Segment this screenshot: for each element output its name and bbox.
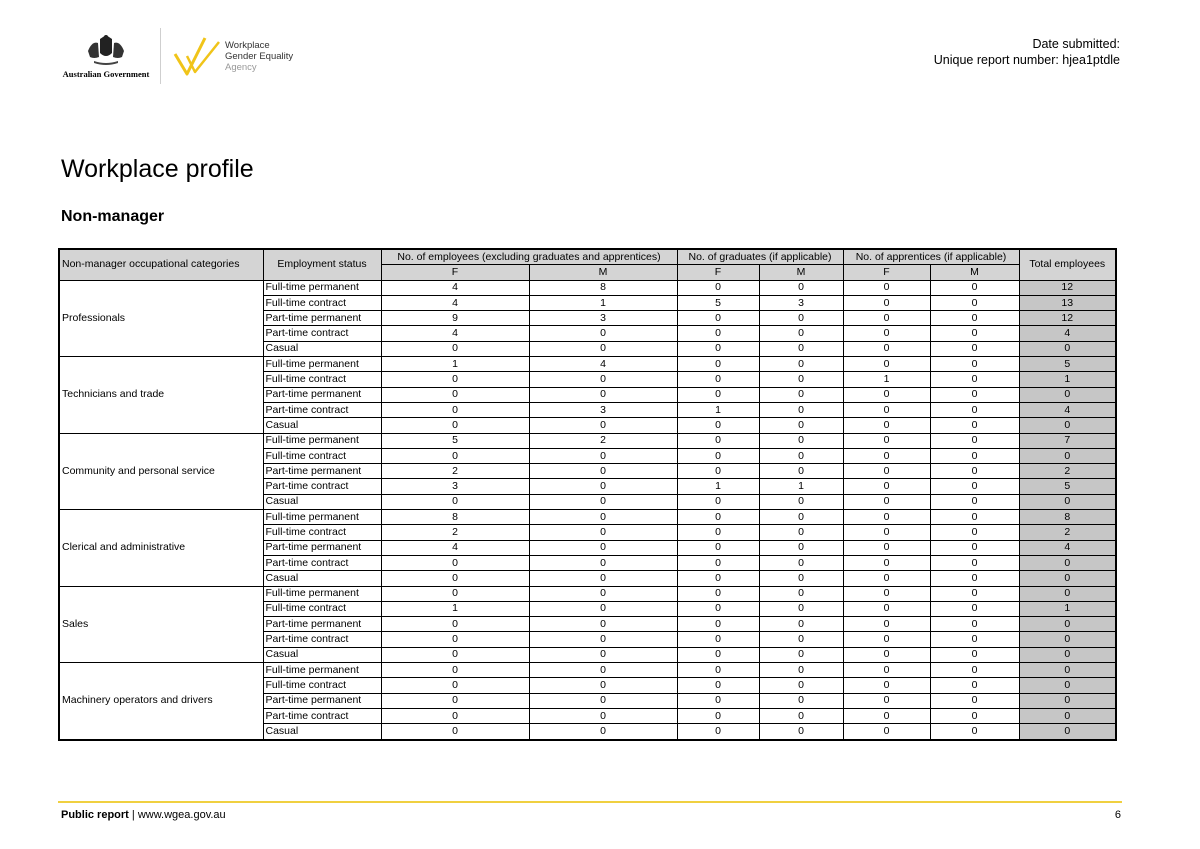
employment-status-cell: Full-time contract [263,295,381,310]
value-cell: 0 [677,311,759,326]
value-cell: 0 [930,372,1019,387]
value-cell: 0 [843,448,930,463]
value-cell: 0 [529,678,677,693]
value-cell: 0 [843,693,930,708]
total-cell: 0 [1019,647,1116,662]
value-cell: 0 [529,494,677,509]
value-cell: 0 [381,663,529,678]
value-cell: 0 [930,341,1019,356]
header-total-employees: Total employees [1019,249,1116,280]
value-cell: 0 [677,617,759,632]
value-cell: 0 [930,295,1019,310]
value-cell: 0 [529,510,677,525]
value-cell: 0 [843,540,930,555]
value-cell: 0 [381,617,529,632]
value-cell: 0 [843,663,930,678]
value-cell: 4 [381,295,529,310]
value-cell: 0 [843,418,930,433]
total-cell: 0 [1019,387,1116,402]
table-row [59,663,1116,678]
table-body [59,280,1116,739]
value-cell: 0 [529,540,677,555]
total-cell: 0 [1019,617,1116,632]
footer-separator: | [128,809,138,821]
value-cell: 0 [930,280,1019,295]
agency-name [225,40,293,73]
value-cell: 0 [759,586,843,601]
value-cell: 0 [759,617,843,632]
value-cell: 0 [930,418,1019,433]
value-cell: 0 [677,693,759,708]
subheader-apprentices-m: M [930,265,1019,280]
value-cell: 0 [930,724,1019,740]
employment-status-cell: Full-time permanent [263,510,381,525]
value-cell: 0 [529,555,677,570]
value-cell: 0 [930,663,1019,678]
subheader-employees-m: M [529,265,677,280]
employment-status-cell: Full-time contract [263,372,381,387]
wgea-tick-mark-icon [173,34,223,78]
total-cell: 5 [1019,479,1116,494]
category-cell: Machinery operators and drivers [59,663,263,740]
footer-public-report: Public report [61,809,129,821]
value-cell: 0 [759,540,843,555]
value-cell: 1 [529,295,677,310]
agency-name-line-3: Agency [225,61,257,73]
agency-name-line-1: Workplace [225,39,270,51]
value-cell: 0 [759,632,843,647]
value-cell: 0 [677,326,759,341]
value-cell: 0 [759,280,843,295]
value-cell: 1 [759,479,843,494]
value-cell: 0 [381,647,529,662]
value-cell: 5 [677,295,759,310]
value-cell: 3 [529,311,677,326]
value-cell: 0 [843,678,930,693]
value-cell: 0 [843,280,930,295]
value-cell: 0 [843,586,930,601]
total-cell: 0 [1019,693,1116,708]
value-cell: 0 [843,311,930,326]
value-cell: 0 [677,632,759,647]
value-cell: 0 [759,448,843,463]
value-cell: 0 [529,387,677,402]
value-cell: 0 [843,724,930,740]
value-cell: 0 [677,540,759,555]
value-cell: 0 [930,510,1019,525]
category-cell: Technicians and trade [59,357,263,433]
header-category: Non-manager occupational categories [59,249,263,280]
employment-status-cell: Full-time permanent [263,433,381,448]
value-cell: 0 [843,464,930,479]
employment-status-cell: Part-time contract [263,632,381,647]
value-cell: 0 [677,357,759,372]
value-cell: 0 [381,586,529,601]
value-cell: 4 [529,357,677,372]
table-row [59,510,1116,525]
value-cell: 0 [930,540,1019,555]
value-cell: 0 [381,678,529,693]
value-cell: 0 [529,448,677,463]
total-cell: 2 [1019,464,1116,479]
total-cell: 4 [1019,540,1116,555]
value-cell: 0 [677,433,759,448]
table-row [59,280,1116,295]
value-cell: 3 [381,479,529,494]
value-cell: 0 [843,479,930,494]
value-cell: 0 [677,555,759,570]
employment-status-cell: Part-time contract [263,479,381,494]
value-cell: 0 [381,341,529,356]
employment-status-cell: Part-time permanent [263,617,381,632]
value-cell: 4 [381,280,529,295]
value-cell: 0 [381,418,529,433]
wgea-logo [173,34,293,78]
value-cell: 1 [677,479,759,494]
report-number: Unique report number: hjea1ptdle [933,53,1120,67]
total-cell: 4 [1019,326,1116,341]
non-manager-table [58,248,1117,741]
value-cell: 0 [843,357,930,372]
value-cell: 0 [529,693,677,708]
value-cell: 0 [930,387,1019,402]
value-cell: 0 [529,663,677,678]
value-cell: 0 [843,555,930,570]
value-cell: 2 [381,464,529,479]
total-cell: 8 [1019,510,1116,525]
value-cell: 0 [677,663,759,678]
value-cell: 0 [930,617,1019,632]
employment-status-cell: Part-time contract [263,708,381,723]
total-cell: 0 [1019,494,1116,509]
total-cell: 7 [1019,433,1116,448]
value-cell: 0 [930,311,1019,326]
total-cell: 0 [1019,663,1116,678]
value-cell: 1 [381,357,529,372]
value-cell: 0 [759,693,843,708]
value-cell: 5 [381,433,529,448]
government-logo-text: Australian Government [62,69,150,79]
value-cell: 2 [381,525,529,540]
value-cell: 0 [759,372,843,387]
value-cell: 0 [759,494,843,509]
value-cell: 0 [843,571,930,586]
value-cell: 0 [381,387,529,402]
value-cell: 0 [529,617,677,632]
value-cell: 0 [677,510,759,525]
value-cell: 0 [677,464,759,479]
category-cell: Community and personal service [59,433,263,509]
employment-status-cell: Part-time permanent [263,464,381,479]
total-cell: 12 [1019,311,1116,326]
value-cell: 0 [759,433,843,448]
total-cell: 1 [1019,372,1116,387]
value-cell: 0 [759,387,843,402]
value-cell: 0 [930,326,1019,341]
header-apprentices-group: No. of apprentices (if applicable) [843,249,1019,265]
value-cell: 0 [529,632,677,647]
value-cell: 0 [843,601,930,616]
total-cell: 0 [1019,724,1116,740]
value-cell: 0 [843,510,930,525]
value-cell: 0 [759,357,843,372]
value-cell: 8 [529,280,677,295]
value-cell: 0 [381,402,529,417]
employment-status-cell: Full-time permanent [263,357,381,372]
employment-status-cell: Full-time permanent [263,586,381,601]
value-cell: 0 [930,693,1019,708]
value-cell: 0 [529,586,677,601]
value-cell: 0 [930,494,1019,509]
employment-status-cell: Full-time contract [263,678,381,693]
value-cell: 0 [677,571,759,586]
employment-status-cell: Part-time contract [263,555,381,570]
category-cell: Sales [59,586,263,662]
value-cell: 0 [843,402,930,417]
employment-status-cell: Casual [263,341,381,356]
value-cell: 0 [677,494,759,509]
value-cell: 0 [529,479,677,494]
value-cell: 0 [677,387,759,402]
total-cell: 1 [1019,601,1116,616]
value-cell: 0 [930,708,1019,723]
value-cell: 0 [759,525,843,540]
logo-divider [160,28,161,84]
value-cell: 0 [759,402,843,417]
subheader-employees-f: F [381,265,529,280]
category-cell: Clerical and administrative [59,510,263,586]
value-cell: 0 [677,448,759,463]
subheader-apprentices-f: F [843,265,930,280]
value-cell: 1 [677,402,759,417]
employment-status-cell: Full-time contract [263,601,381,616]
footer-label [61,809,226,821]
value-cell: 0 [677,708,759,723]
value-cell: 0 [677,341,759,356]
value-cell: 0 [381,724,529,740]
total-cell: 0 [1019,678,1116,693]
value-cell: 0 [677,647,759,662]
value-cell: 0 [677,724,759,740]
value-cell: 0 [759,601,843,616]
page-number: 6 [1114,809,1121,821]
value-cell: 0 [843,295,930,310]
employment-status-cell: Full-time contract [263,525,381,540]
value-cell: 0 [677,372,759,387]
value-cell: 0 [759,464,843,479]
value-cell: 0 [930,433,1019,448]
employment-status-cell: Part-time permanent [263,311,381,326]
value-cell: 0 [529,418,677,433]
employment-status-cell: Casual [263,418,381,433]
value-cell: 0 [759,311,843,326]
value-cell: 0 [529,724,677,740]
value-cell: 0 [843,433,930,448]
value-cell: 0 [529,525,677,540]
value-cell: 0 [677,525,759,540]
value-cell: 0 [677,418,759,433]
value-cell: 3 [759,295,843,310]
employment-status-cell: Part-time permanent [263,540,381,555]
value-cell: 0 [759,418,843,433]
value-cell: 0 [677,601,759,616]
value-cell: 0 [930,464,1019,479]
subheader-graduates-m: M [759,265,843,280]
employment-status-cell: Part-time permanent [263,387,381,402]
employment-status-cell: Part-time permanent [263,693,381,708]
value-cell: 0 [759,510,843,525]
value-cell: 0 [759,647,843,662]
total-cell: 0 [1019,571,1116,586]
value-cell: 0 [930,479,1019,494]
value-cell: 0 [930,357,1019,372]
value-cell: 0 [529,341,677,356]
section-title: Non-manager [61,208,165,225]
employment-status-cell: Casual [263,571,381,586]
value-cell: 0 [930,647,1019,662]
value-cell: 0 [930,448,1019,463]
total-cell: 0 [1019,341,1116,356]
value-cell: 0 [930,571,1019,586]
value-cell: 4 [381,540,529,555]
header-graduates-group: No. of graduates (if applicable) [677,249,843,265]
total-cell: 0 [1019,632,1116,647]
australian-government-logo [60,28,152,84]
value-cell: 0 [759,555,843,570]
total-cell: 2 [1019,525,1116,540]
total-cell: 12 [1019,280,1116,295]
table-row [59,433,1116,448]
value-cell: 0 [843,617,930,632]
value-cell: 9 [381,311,529,326]
value-cell: 0 [381,632,529,647]
value-cell: 0 [381,555,529,570]
logo-block [60,28,293,84]
page-title: Workplace profile [61,155,254,183]
value-cell: 0 [843,387,930,402]
value-cell: 0 [381,571,529,586]
total-cell: 4 [1019,402,1116,417]
value-cell: 0 [759,663,843,678]
value-cell: 0 [759,341,843,356]
value-cell: 0 [843,632,930,647]
value-cell: 0 [930,632,1019,647]
total-cell: 0 [1019,418,1116,433]
value-cell: 0 [381,494,529,509]
value-cell: 2 [529,433,677,448]
value-cell: 0 [677,678,759,693]
employment-status-cell: Part-time contract [263,326,381,341]
value-cell: 0 [759,326,843,341]
value-cell: 1 [843,372,930,387]
employment-status-cell: Full-time permanent [263,280,381,295]
value-cell: 0 [843,525,930,540]
value-cell: 0 [843,647,930,662]
value-cell: 0 [930,586,1019,601]
footer-website: www.wgea.gov.au [137,809,226,821]
total-cell: 0 [1019,586,1116,601]
header-employees-group: No. of employees (excluding graduates and apprentices) [381,249,677,265]
total-cell: 0 [1019,555,1116,570]
footer-divider [58,801,1122,803]
header-employment-status: Employment status [263,249,381,280]
value-cell: 0 [930,402,1019,417]
employment-status-cell: Casual [263,647,381,662]
value-cell: 1 [381,601,529,616]
value-cell: 0 [381,448,529,463]
category-cell: Professionals [59,280,263,356]
table-row [59,586,1116,601]
employment-status-cell: Part-time contract [263,402,381,417]
value-cell: 0 [759,724,843,740]
employment-status-cell: Casual [263,494,381,509]
value-cell: 0 [381,693,529,708]
value-cell: 0 [930,678,1019,693]
total-cell: 0 [1019,708,1116,723]
value-cell: 0 [677,280,759,295]
value-cell: 0 [843,341,930,356]
value-cell: 0 [529,647,677,662]
value-cell: 0 [529,571,677,586]
value-cell: 0 [759,708,843,723]
employment-status-cell: Full-time contract [263,448,381,463]
value-cell: 0 [843,708,930,723]
value-cell: 0 [381,372,529,387]
agency-name-line-2: Gender Equality [225,50,294,62]
value-cell: 0 [381,708,529,723]
value-cell: 0 [930,555,1019,570]
employment-status-cell: Casual [263,724,381,740]
total-cell: 5 [1019,357,1116,372]
value-cell: 0 [677,586,759,601]
value-cell: 3 [529,402,677,417]
value-cell: 0 [529,708,677,723]
coat-of-arms-icon [84,33,128,67]
value-cell: 8 [381,510,529,525]
value-cell: 0 [759,678,843,693]
value-cell: 0 [529,372,677,387]
employment-status-cell: Full-time permanent [263,663,381,678]
total-cell: 13 [1019,295,1116,310]
value-cell: 0 [930,525,1019,540]
date-submitted-label: Date submitted: [1032,37,1120,51]
value-cell: 4 [381,326,529,341]
value-cell: 0 [529,326,677,341]
total-cell: 0 [1019,448,1116,463]
value-cell: 0 [529,464,677,479]
value-cell: 0 [529,601,677,616]
table-row [59,357,1116,372]
value-cell: 0 [843,326,930,341]
value-cell: 0 [759,571,843,586]
value-cell: 0 [930,601,1019,616]
subheader-graduates-f: F [677,265,759,280]
report-meta [934,36,1120,68]
value-cell: 0 [843,494,930,509]
